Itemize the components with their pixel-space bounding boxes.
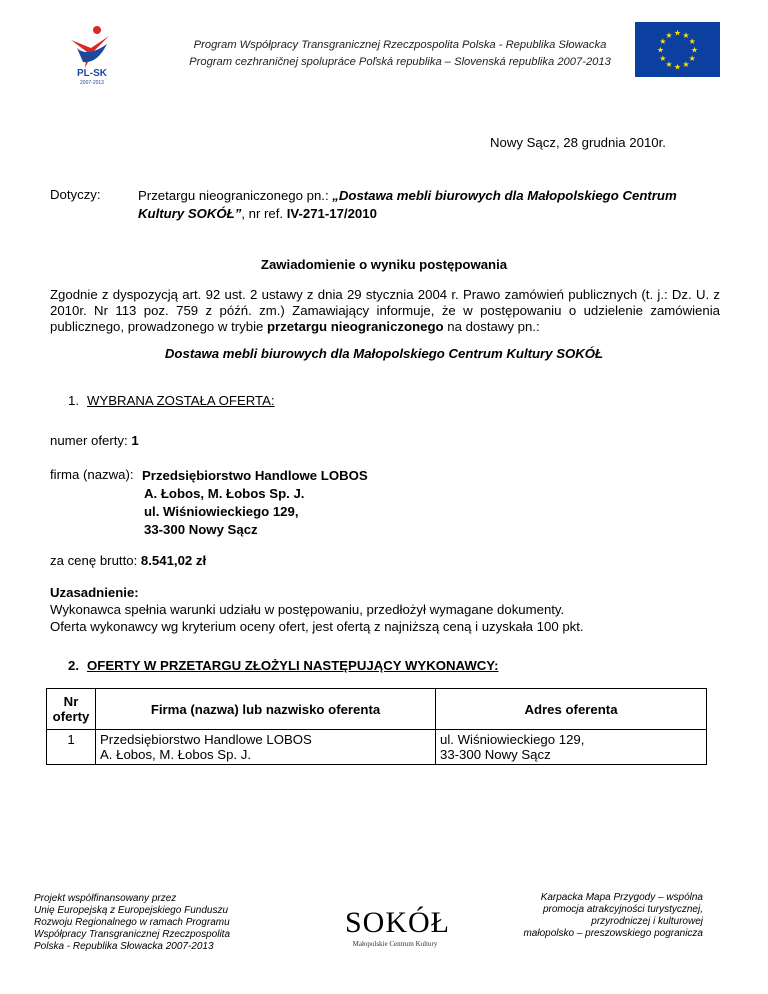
section-2-number: 2. [68, 658, 79, 673]
table-row [47, 730, 707, 765]
firm-line: A. Łobos, M. Łobos Sp. J. [144, 486, 305, 501]
subject-line: Dostawa mebli biurowych dla Małopolskiego Centrum Kultury SOKÓŁ [164, 346, 604, 361]
footer-cofinancing [34, 893, 294, 953]
sokol-logo-sub: Małopolskie Centrum Kultury [352, 940, 438, 948]
firm-line: 33-300 Nowy Sącz [144, 522, 258, 537]
offer-number-label: numer oferty: [50, 433, 132, 448]
para-part-1: Zgodnie z dyspozycją art. 92 ust. 2 ustawy z dnia 29 stycznia 2004 r. Prawo zamówień publicznych (t. j.: Dz. U. z 2010r. Nr 113 poz. 759 z późń. zm.) Zamawiający informuje, że w postępowaniu o udzielenie zamówienia publicznego, prowadzonego w trybie [50, 287, 720, 334]
sokol-logo-name: SOKÓŁ [345, 906, 451, 939]
footer-left-line: Polska - Republika Słowacka 2007-2013 [34, 941, 214, 952]
eu-star-icon: ★ [673, 28, 682, 38]
reference-number: IV-271-17/2010 [286, 206, 377, 221]
footer-right-line: Karpacka Mapa Przygody – wspólna [540, 892, 703, 903]
section-1-number: 1. [68, 393, 79, 408]
offers-table [46, 688, 707, 765]
footer-right-line: małopolsko – preszowskiego pogranicza [523, 928, 703, 939]
eu-star-icon: ★ [656, 45, 665, 55]
justification-line: Wykonawca spełnia warunki udziału w postępowaniu, przedłożył wymagane dokumenty. [50, 602, 565, 617]
logo-text: PL-SK [77, 68, 107, 79]
justification [50, 584, 730, 635]
eu-star-icon: ★ [682, 30, 690, 40]
eu-flag-icon [635, 22, 720, 77]
dotyczy-prefix: Przetargu nieograniczonego pn.: [138, 188, 333, 203]
logo-years: 2007-2013 [80, 80, 104, 86]
cell-firm-line: Przedsiębiorstwo Handlowe LOBOS [100, 732, 312, 747]
footer-left-line: Współpracy Transgranicznej Rzeczpospolita [34, 929, 231, 940]
eu-star-icon: ★ [682, 60, 690, 70]
footer-right-line: promocja atrakcyjności turystycznej, [542, 904, 703, 915]
eu-star-icon: ★ [688, 54, 696, 63]
notice-title: Zawiadomienie o wyniku postępowania [260, 257, 508, 272]
document-date: Nowy Sącz, 28 grudnia 2010r. [490, 135, 666, 150]
cell-address-line: 33-300 Nowy Sącz [440, 747, 551, 762]
firm-line: Przedsiębiorstwo Handlowe LOBOS [142, 468, 368, 483]
footer-left-line: Projekt współfinansowany przez [34, 893, 177, 904]
offer-number-line [50, 433, 139, 448]
section-1-heading [68, 393, 275, 408]
section-2-heading [68, 658, 499, 673]
pl-sk-logo [57, 18, 127, 86]
offer-number-value: 1 [131, 433, 139, 448]
header-line-1: Program Współpracy Transgranicznej Rzeczpospolita Polska - Republika Słowacka [193, 39, 607, 51]
price-label: za cenę brutto: [50, 553, 141, 568]
intro-paragraph [50, 287, 720, 335]
footer-right-line: przyrodniczej i kulturowej [591, 916, 703, 927]
dotyczy-body [138, 187, 718, 223]
cell-address [436, 730, 707, 765]
justification-label: Uzasadnienie: [50, 585, 139, 600]
eu-star-icon: ★ [665, 60, 673, 70]
eu-star-icon: ★ [688, 37, 696, 46]
firm-label: firma (nazwa): [50, 467, 134, 482]
table-header-row [47, 689, 707, 730]
header-address: Adres oferenta [436, 689, 707, 730]
eu-star-icon: ★ [665, 30, 673, 40]
header-nr: Nr oferty [47, 689, 96, 730]
sokol-logo [345, 906, 451, 948]
ref-prefix: , nr ref. [241, 206, 287, 221]
firm-name-block [142, 467, 368, 539]
section-2-title: OFERTY W PRZETARGU ZŁOŻYLI NASTĘPUJĄCY WYKONAWCY: [87, 658, 499, 673]
eu-star-icon: ★ [673, 62, 682, 72]
section-1-title: WYBRANA ZOSTAŁA OFERTA: [87, 393, 275, 408]
para-bold: przetargu nieograniczonego [267, 319, 444, 334]
price-value: 8.541,02 zł [140, 553, 207, 568]
eu-star-icon: ★ [659, 54, 667, 63]
footer-left-line: Rozwoju Regionalnego w ramach Programu [34, 917, 230, 928]
cell-nr: 1 [47, 730, 96, 765]
header-line-2: Program cezhraničnej spolupráce Poľská republika – Slovenská republika 2007-2013 [189, 56, 611, 68]
para-part-2: na dostawy pn.: [443, 319, 540, 334]
dotyczy-label: Dotyczy: [50, 187, 101, 202]
footer-left-line: Unię Europejską z Europejskiego Funduszu [34, 905, 228, 916]
tender-name: „Dostawa mebli biurowych dla Małopolskiego Centrum Kultury SOKÓŁ” [138, 188, 677, 221]
justification-line: Oferta wykonawcy wg kryterium oceny ofert, jest ofertą z najniższą ceną i uzyskała 100 pkt. [50, 619, 584, 634]
cell-firm-line: A. Łobos, M. Łobos Sp. J. [100, 747, 252, 762]
footer-project [488, 892, 703, 940]
eu-star-icon: ★ [659, 37, 667, 46]
price-line [50, 553, 206, 568]
cell-address-line: ul. Wiśniowieckiego 129, [440, 732, 585, 747]
header-firm: Firma (nazwa) lub nazwisko oferenta [96, 689, 436, 730]
cell-firm [96, 730, 436, 765]
program-header [150, 37, 650, 71]
eu-star-icon: ★ [690, 45, 699, 55]
firm-line: ul. Wiśniowieckiego 129, [144, 504, 299, 519]
